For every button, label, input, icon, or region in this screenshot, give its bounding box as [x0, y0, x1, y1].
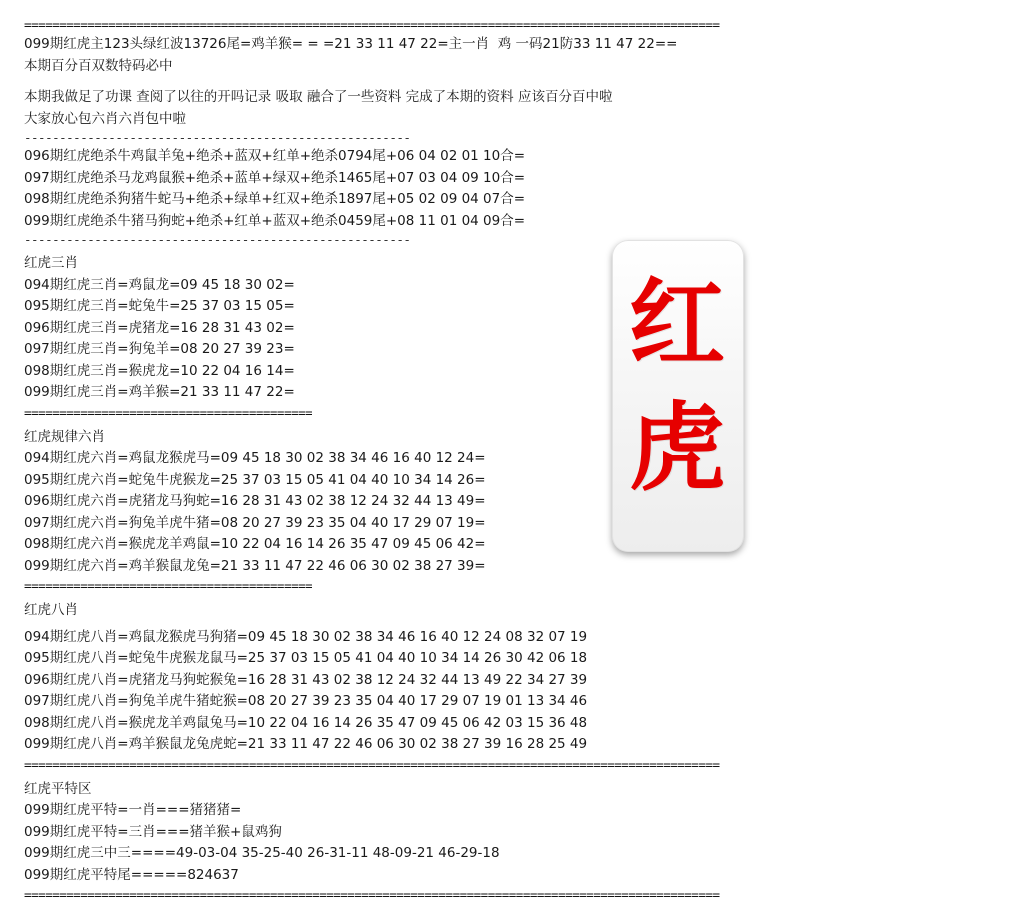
baxiao-row: 097期红虎八肖=狗兔羊虎牛猪蛇猴=08 20 27 39 23 35 04 40 17 29 07 19 01 13 34 46: [24, 693, 588, 709]
divider-bottom: ===================================================================================================: [24, 887, 720, 902]
intro-line: 本期我做足了功课 查阅了以往的开吗记录 吸取 融合了一些资料 完成了本期的资料 应该百分百中啦: [24, 89, 613, 105]
juesha-row: 098期红虎绝杀狗猪牛蛇马+绝杀+绿单+红双+绝杀1897尾+05 02 09 04 07合=: [24, 191, 526, 207]
divider-top: ===================================================================================================: [24, 17, 720, 32]
liuxiao-row: 099期红虎六肖=鸡羊猴鼠龙兔=21 33 11 47 22 46 06 30 02 38 27 39=: [24, 557, 486, 574]
sanxiao-row: 097期红虎三肖=狗兔羊=08 20 27 39 23=: [24, 341, 295, 357]
brand-glyph-bottom: 虎: [629, 392, 727, 504]
sanxiao-row: 096期红虎三肖=虎猪龙=16 28 31 43 02=: [24, 319, 295, 336]
sanxiao-row: 095期红虎三肖=蛇兔牛=25 37 03 15 05=: [24, 298, 295, 314]
section-title-sanxiao: 红虎三肖: [24, 255, 78, 271]
pingte-row: 099期红虎三中三====49-03-04 35-25-40 26-31-11 48-09-21 46-29-18: [24, 845, 500, 861]
subtitle-line: 本期百分百双数特码必中: [24, 57, 173, 74]
divider-eq-1: =========================================: [24, 404, 313, 420]
juesha-row: 099期红虎绝杀牛猪马狗蛇+绝杀+红单+蓝双+绝杀0459尾+08 11 01 04 09合=: [24, 212, 526, 229]
baxiao-row: 099期红虎八肖=鸡羊猴鼠龙兔虎蛇=21 33 11 47 22 46 06 30 02 38 27 39 16 28 25 49: [24, 736, 588, 752]
sanxiao-row: 098期红虎三肖=猴虎龙=10 22 04 16 14=: [24, 362, 295, 379]
juesha-row: 097期红虎绝杀马龙鸡鼠猴+绝杀+蓝单+绿双+绝杀1465尾+07 03 04 09 10合=: [24, 169, 526, 186]
sanxiao-row: 094期红虎三肖=鸡鼠龙=09 45 18 30 02=: [24, 276, 295, 293]
section-title-liuxiao: 红虎规律六肖: [24, 428, 105, 445]
pingte-row: 099期红虎平特=一肖===猪猪猪=: [24, 802, 242, 818]
divider-dash-1: -------------------------------------------------------: [24, 130, 411, 145]
divider-eq-3: ===================================================================================================: [24, 756, 720, 772]
brand-glyph-top: 红: [629, 268, 727, 380]
document-body: [24, 16, 954, 904]
juesha-row: 096期红虎绝杀牛鸡鼠羊兔+绝杀+蓝双+红单+绝杀0794尾+06 04 02 01 10合=: [24, 148, 526, 164]
liuxiao-row: 095期红虎六肖=蛇兔牛虎猴龙=25 37 03 15 05 41 04 40 10 34 14 26=: [24, 471, 486, 488]
brand-logo-card: [612, 240, 744, 552]
brand-logo-glyphs: [612, 262, 744, 510]
pingte-row: 099期红虎平特尾=====824637: [24, 866, 239, 883]
sanxiao-row: 099期红虎三肖=鸡羊猴=21 33 11 47 22=: [24, 384, 295, 400]
baxiao-row: 098期红虎八肖=猴虎龙羊鸡鼠兔马=10 22 04 16 14 26 35 47 09 45 06 42 03 15 36 48: [24, 714, 588, 731]
section-title-pingte: 红虎平特区: [24, 780, 92, 797]
spacer: [24, 77, 954, 87]
main-forecast-line: 099期红虎主123头绿红波13726尾=鸡羊猴= = =21 33 11 47 22=主一肖 鸡 一码21防33 11 47 22==: [24, 36, 678, 52]
liuxiao-row: 096期红虎六肖=虎猪龙马狗蛇=16 28 31 43 02 38 12 24 32 44 13 49=: [24, 493, 486, 509]
divider-dash-2: -------------------------------------------------------: [24, 232, 411, 247]
pingte-row: 099期红虎平特=三肖===猪羊猴+鼠鸡狗: [24, 823, 282, 840]
divider-eq-2: =========================================: [24, 578, 313, 593]
baxiao-row: 096期红虎八肖=虎猪龙马狗蛇猴兔=16 28 31 43 02 38 12 24 32 44 13 49 22 34 27 39: [24, 671, 588, 688]
section-title-baxiao: 红虎八肖: [24, 602, 78, 618]
liuxiao-row: 097期红虎六肖=狗兔羊虎牛猪=08 20 27 39 23 35 04 40 17 29 07 19=: [24, 514, 486, 531]
baxiao-row: 094期红虎八肖=鸡鼠龙猴虎马狗猪=09 45 18 30 02 38 34 46 16 40 12 24 08 32 07 19: [24, 628, 588, 645]
baxiao-row: 095期红虎八肖=蛇兔牛虎猴龙鼠马=25 37 03 15 05 41 04 40 10 34 14 26 30 42 06 18: [24, 650, 588, 666]
liuxiao-row: 098期红虎六肖=猴虎龙羊鸡鼠=10 22 04 16 14 26 35 47 09 45 06 42=: [24, 536, 486, 552]
intro-line-2: 大家放心包六肖六肖包中啦: [24, 110, 186, 127]
liuxiao-row: 094期红虎六肖=鸡鼠龙猴虎马=09 45 18 30 02 38 34 46 16 40 12 24=: [24, 450, 486, 466]
